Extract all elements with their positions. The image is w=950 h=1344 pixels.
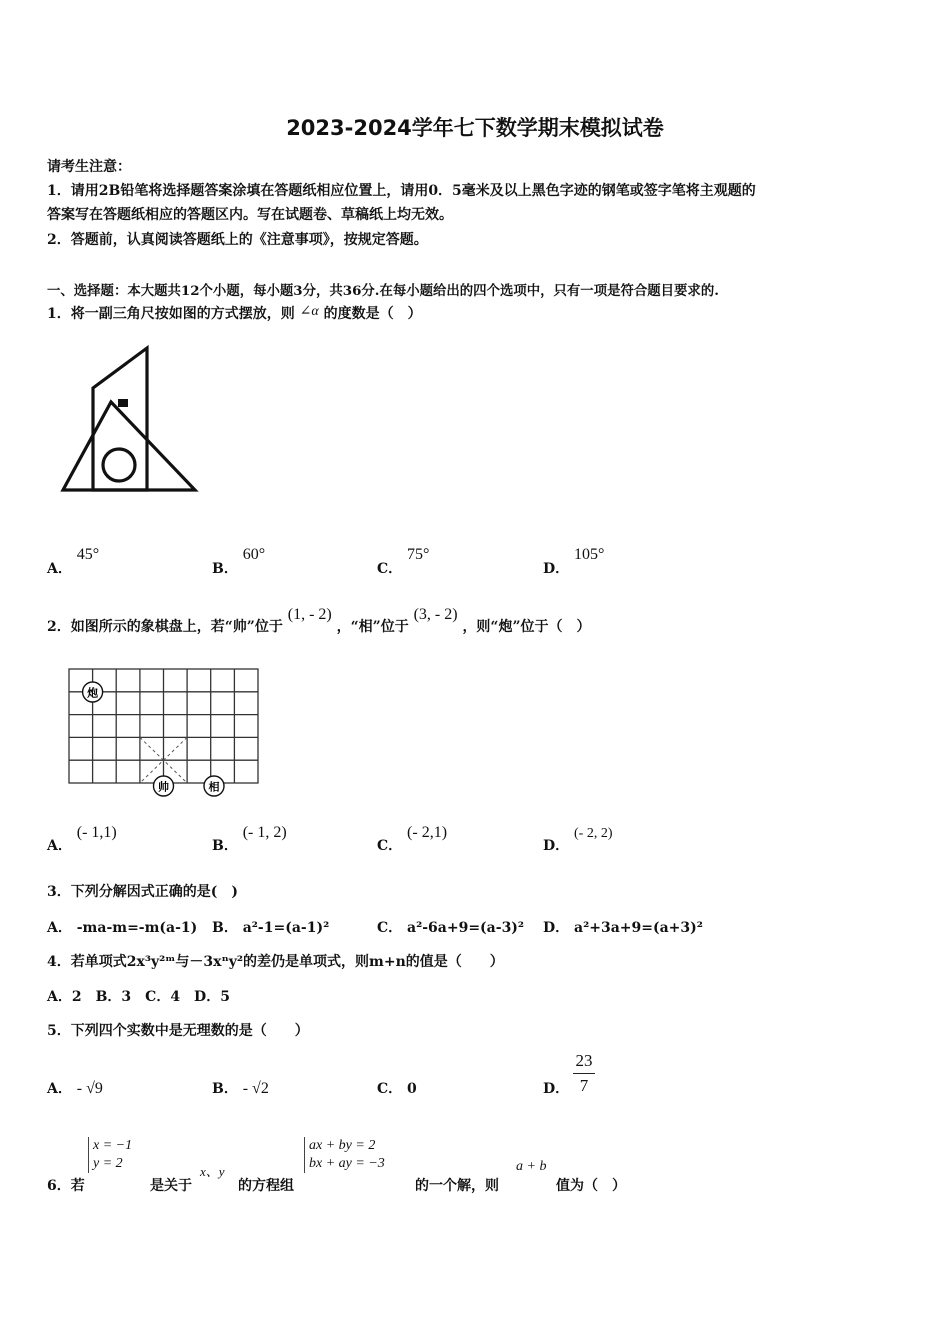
q6-solution-x: x = −1 [93, 1138, 133, 1153]
q5-option-a-label: A． [47, 1081, 72, 1097]
q5-option-b-label: B． [212, 1081, 238, 1097]
q1-option-c-label: C． [377, 561, 403, 577]
fraction-denominator: 7 [579, 1076, 589, 1095]
q6-stem-e: 值为（ ） [556, 1178, 626, 1194]
q3-option-b-label: B． [212, 920, 238, 936]
q3-option-c-label: C． [377, 920, 403, 936]
q1-option-b-label: B． [212, 561, 238, 577]
q2-option-c-label: C． [377, 838, 403, 854]
q6-stem-a: 6．若 [47, 1178, 85, 1194]
q3-option-b-value: a²-1=(a-1)² [242, 920, 330, 936]
q3-option-d-value: a²+3a+9=(a+3)² [574, 920, 703, 936]
q6-solution-system [88, 1137, 132, 1173]
q2-option-b-label: B． [212, 838, 238, 854]
q2-stem-c: ，则“炮”位于（ ） [462, 619, 591, 635]
q2-stem-a: 2．如图所示的象棋盘上，若“帅”位于 [47, 619, 283, 635]
q6-stem-d: 的一个解，则 [415, 1178, 499, 1194]
q1-option-c-value: 75° [407, 546, 430, 563]
q6-expression: a + b [516, 1159, 547, 1174]
fraction-bar [573, 1073, 595, 1074]
shuai-piece [154, 776, 174, 796]
q1-stem-a: 1．将一副三角尺按如图的方式摆放，则 [47, 306, 295, 322]
q4-options[interactable]: A．2 B．3 C．4 D．5 [47, 989, 230, 1005]
q2-option-b-value: (- 1, 2) [242, 824, 287, 841]
q1-stem-b: 的度数是（ ） [323, 306, 422, 322]
notice-line-1: 1．请用2B铅笔将选择题答案涂填在答题纸相应位置上，请用0．5毫米及以上黑色字迹的钢笔或签字笔将主观题的 [47, 183, 756, 199]
q5-option-d-fraction[interactable] [573, 1051, 595, 1096]
q5-option-b[interactable] [212, 1078, 269, 1098]
q6-equation-2: bx + ay = −3 [309, 1156, 385, 1171]
q5-option-b-value: - √2 [242, 1080, 269, 1097]
question-3-stem: 3．下列分解因式正确的是( ) [47, 884, 238, 900]
q2-option-c[interactable] [377, 824, 448, 855]
q5-option-a-value: - √9 [76, 1080, 103, 1097]
q1-option-d-value: 105° [574, 546, 605, 563]
notice-line-2: 答案写在答题纸相应的答题区内。写在试题卷、草稿纸上均无效。 [47, 207, 453, 223]
q1-angle: ∠α [299, 304, 319, 319]
q1-option-c[interactable] [377, 546, 430, 578]
q3-option-a-label: A． [47, 920, 72, 936]
page-title: 2023-2024学年七下数学期末模拟试卷 [286, 116, 664, 140]
q6-stem-c: 的方程组 [238, 1178, 294, 1194]
q3-option-d[interactable] [543, 917, 703, 937]
question-4-stem: 4．若单项式2x³y²ᵐ与－3xⁿy²的差仍是单项式，则m+n的值是（ ） [47, 954, 504, 970]
q5-option-d-label[interactable]: D． [543, 1081, 570, 1097]
q3-option-c[interactable] [377, 917, 524, 937]
q2-option-a-label: A． [47, 838, 72, 854]
q2-option-d[interactable] [543, 826, 613, 855]
q2-option-b[interactable] [212, 824, 287, 855]
q1-option-a[interactable] [47, 546, 100, 578]
notice-line-3: 2．答题前，认真阅读答题纸上的《注意事项》，按规定答题。 [47, 232, 428, 248]
q2-option-c-value: (- 2,1) [407, 824, 448, 841]
q1-option-a-value: 45° [76, 546, 100, 563]
q1-option-b-value: 60° [242, 546, 266, 563]
question-2-stem [47, 606, 591, 636]
question-5-stem: 5．下列四个实数中是无理数的是（ ） [47, 1023, 309, 1039]
pao-piece [83, 682, 103, 702]
q6-solution-y: y = 2 [93, 1156, 123, 1171]
xiang-piece [204, 776, 224, 796]
q3-option-d-label: D． [543, 920, 570, 936]
q3-option-a-value: -ma-m=-m(a-1) [76, 920, 198, 936]
q2-option-d-value: (- 2, 2) [574, 826, 613, 841]
q2-coord-shuai: (1, - 2) [287, 606, 332, 623]
xiang-label: 相 [208, 780, 220, 794]
q6-stem-b: 是关于 [150, 1178, 192, 1194]
q5-option-c-label: C． [377, 1081, 403, 1097]
question-1-stem [47, 303, 422, 323]
chess-board-figure [64, 663, 264, 798]
section-heading: 一、选择题：本大题共12个小题，每小题3分，共36分.在每小题给出的四个选项中，只有一项是符合题目要求的. [47, 283, 719, 299]
q2-option-d-label: D． [543, 838, 570, 854]
q5-option-a[interactable] [47, 1078, 103, 1098]
notice-heading: 请考生注意： [47, 159, 131, 175]
q2-option-a-value: (- 1,1) [76, 824, 117, 841]
q5-option-c-value: 0 [407, 1081, 417, 1097]
q3-option-b[interactable] [212, 917, 329, 937]
fraction-numerator: 23 [575, 1051, 593, 1070]
q2-coord-xiang: (3, - 2) [413, 606, 458, 623]
q6-vars: x、y [200, 1164, 225, 1179]
q2-option-a[interactable] [47, 824, 117, 855]
q6-equation-1: ax + by = 2 [309, 1138, 376, 1153]
pao-label: 炮 [87, 686, 99, 700]
shuai-label: 帅 [158, 780, 169, 794]
q2-stem-b: ，“相”位于 [336, 619, 409, 635]
q1-option-a-label: A． [47, 561, 72, 577]
q1-option-b[interactable] [212, 546, 266, 578]
q5-option-c[interactable] [377, 1078, 417, 1098]
q3-option-a[interactable] [47, 917, 197, 937]
triangle-rulers-figure [55, 340, 205, 500]
q6-equation-system [304, 1137, 385, 1173]
q3-option-c-value: a²-6a+9=(a-3)² [407, 920, 525, 936]
q1-option-d[interactable] [543, 546, 605, 578]
q1-option-d-label: D． [543, 561, 570, 577]
